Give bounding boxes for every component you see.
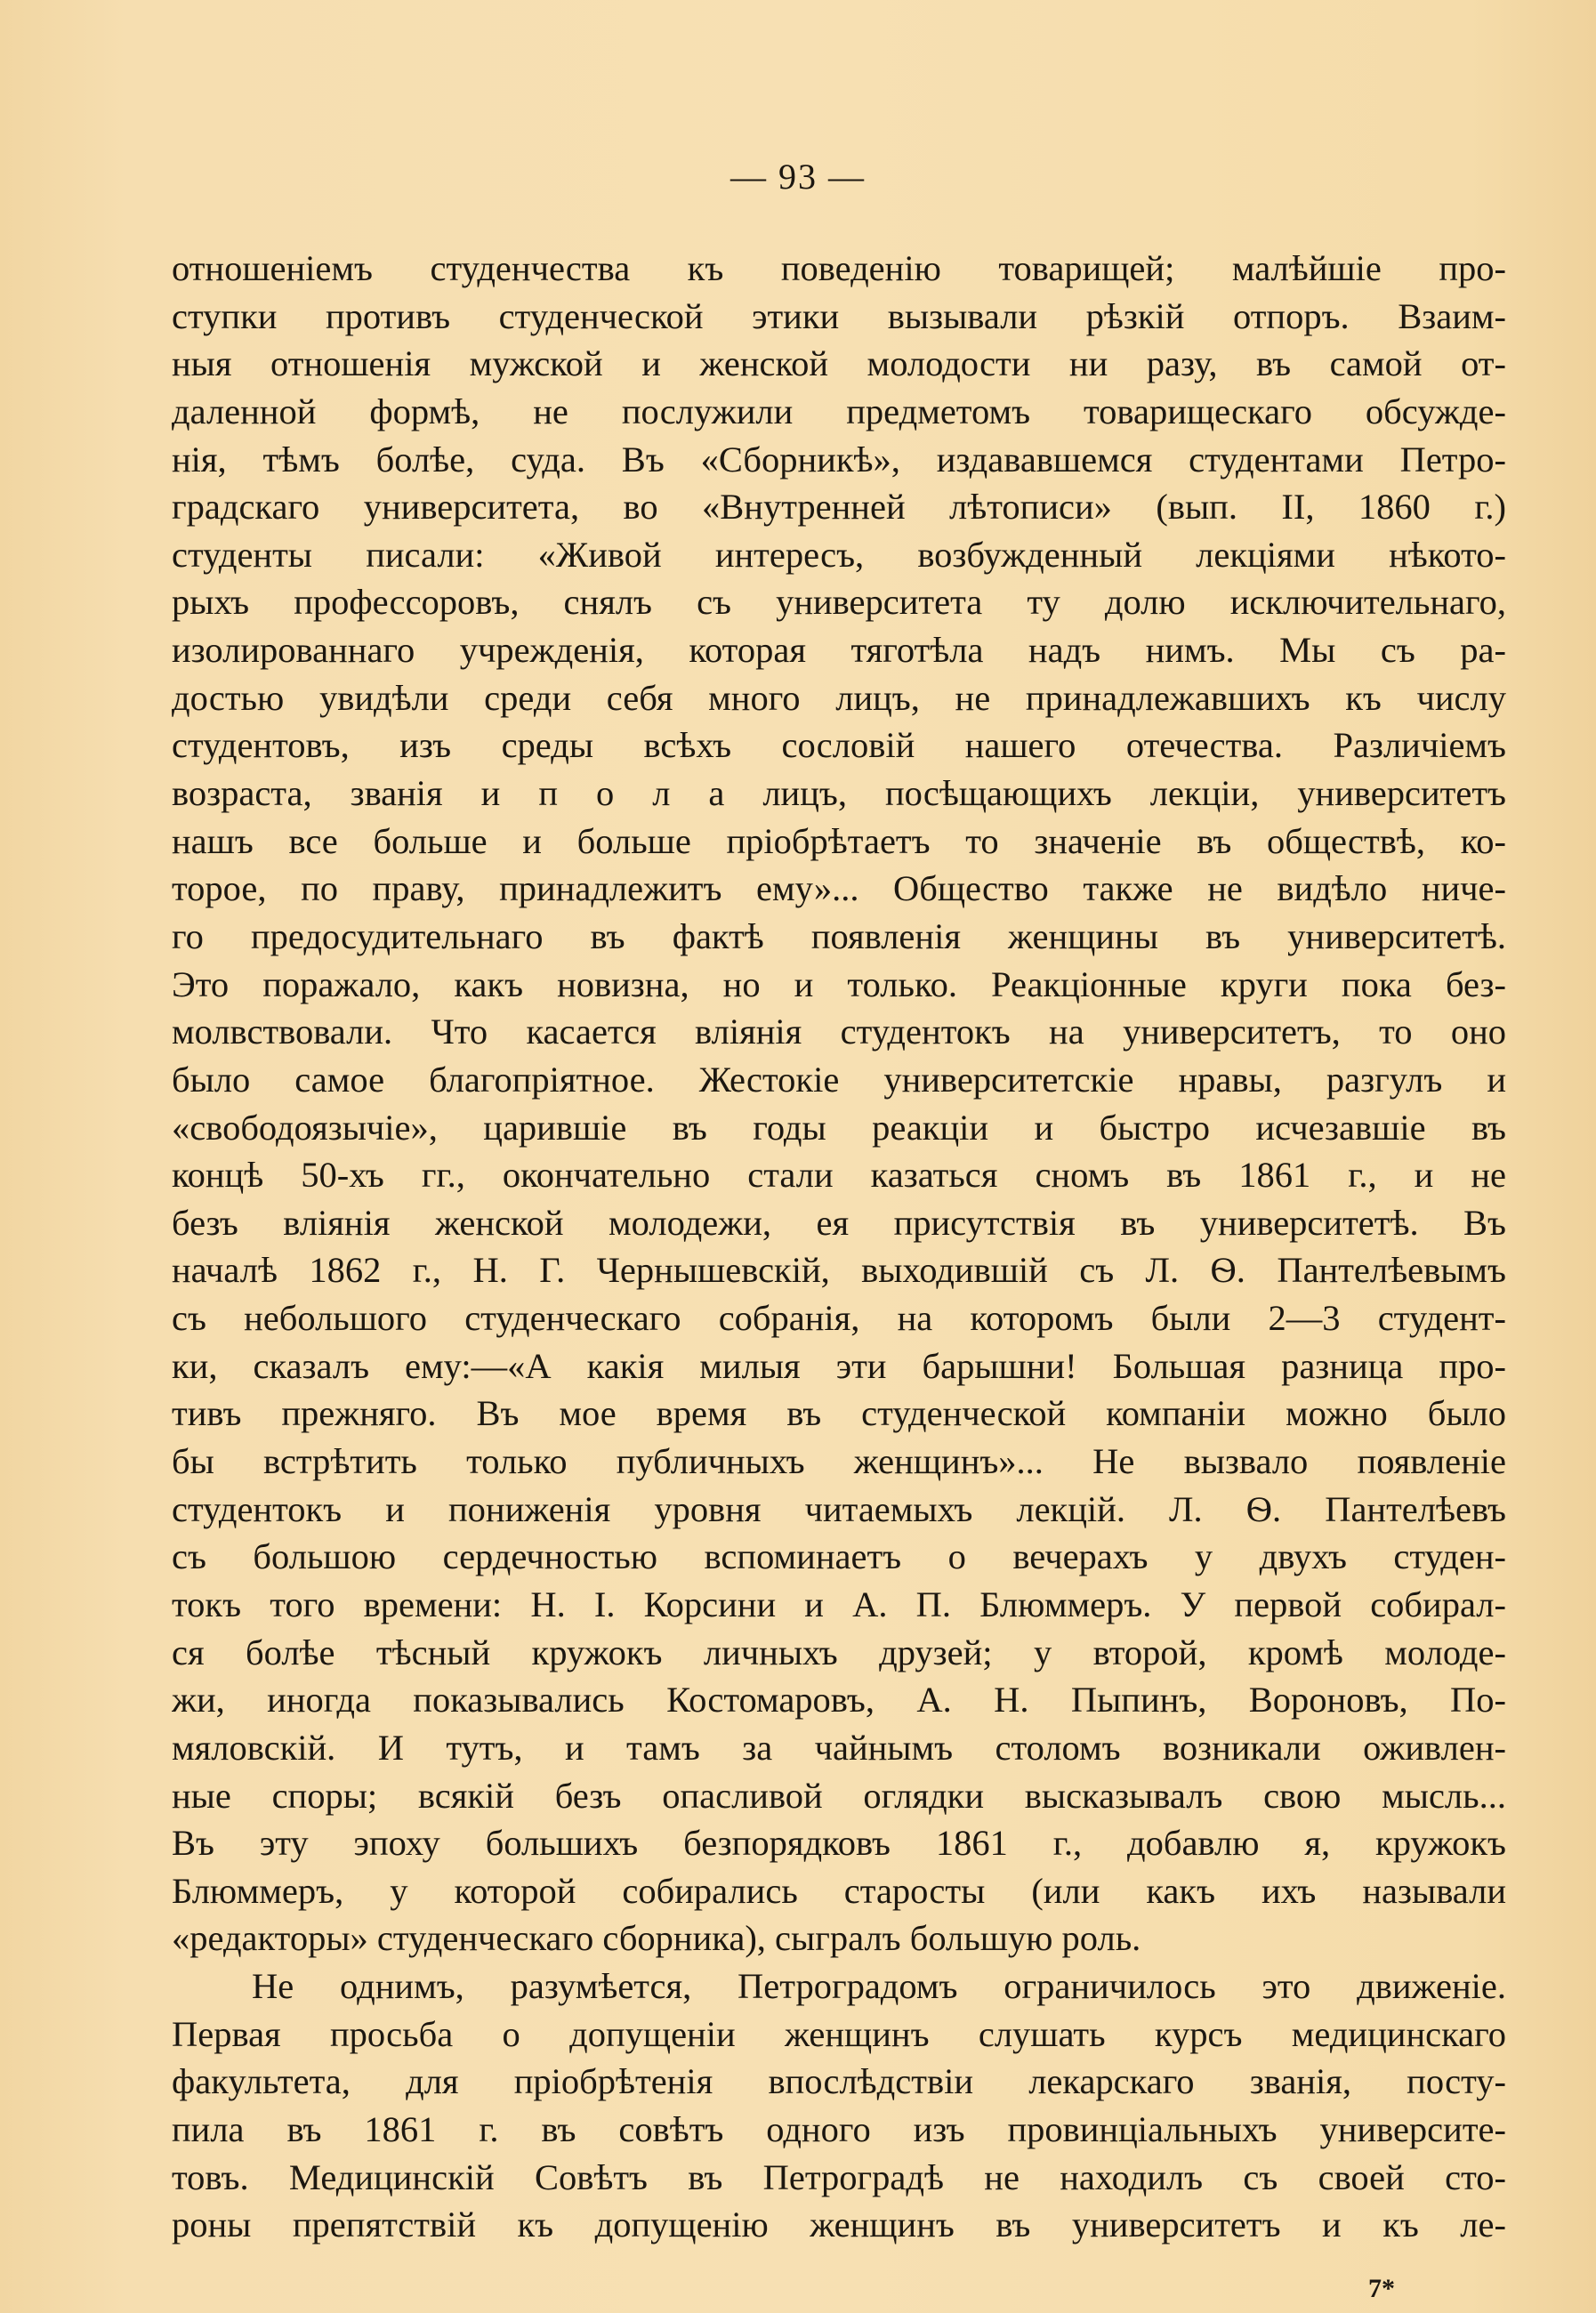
text-line: молвствовали. Что касается влiянiя студентокъ на университетъ, то оно [172, 1011, 1506, 1052]
text-line: Блюммеръ, у которой собирались старосты (или какъ ихъ называли [172, 1870, 1506, 1911]
text-line: токъ того времени: Н. I. Корсини и А. П. Блюммеръ. У первой собирал- [172, 1584, 1506, 1624]
text-line: Въ эту эпоху большихъ безпорядковъ 1861 г., добавлю я, кружокъ [172, 1823, 1506, 1864]
text-line: возраста, званiя и п о л а лицъ, посѣщающихъ лекцiи, университетъ [172, 773, 1506, 814]
text-line: съ небольшого студенческаго собранiя, на которомъ были 2—3 студент- [172, 1298, 1506, 1339]
text-line: нiя, тѣмъ болѣе, суда. Въ «Сборникѣ», издававшемся студентами Петро- [172, 439, 1506, 480]
text-line: рыхъ профессоровъ, снялъ съ университета ту долю исключительнаго, [172, 582, 1506, 623]
text-line: ные споры; всякiй безъ опасливой оглядки высказывалъ свою мысль... [172, 1775, 1506, 1816]
body-text [172, 245, 1506, 2249]
text-line: ступки противъ студенческой этики вызывали рѣзкiй отпоръ. Взаим- [172, 295, 1506, 336]
text-line: пила въ 1861 г. въ совѣтъ одного изъ провинцiальныхъ университе- [172, 2108, 1506, 2149]
text-line: градскаго университета, во «Внутренней лѣтописи» (вып. II, 1860 г.) [172, 487, 1506, 528]
text-line: студенты писали: «Живой интересъ, возбужденный лекцiями нѣкото- [172, 534, 1506, 575]
text-line: бы встрѣтить только публичныхъ женщинъ»... Не вызвало появленiе [172, 1441, 1506, 1482]
text-line: студентовъ, изъ среды всѣхъ сословiй нашего отечества. Различiемъ [172, 725, 1506, 766]
text-line: даленной формѣ, не послужили предметомъ товарищескаго обсужде- [172, 391, 1506, 431]
text-line: Это поражало, какъ новизна, но и только. Реакцiонные круги пока без- [172, 963, 1506, 1004]
text-line: ки, сказалъ ему:—«А какiя милыя эти барышни! Большая разница про- [172, 1345, 1506, 1386]
text-line: тивъ прежняго. Въ мое время въ студенческой компанiи можно было [172, 1393, 1506, 1434]
text-line: было самое благопрiятное. Жестокiе университетскiе нравы, разгулъ и [172, 1059, 1506, 1100]
text-line: ныя отношенiя мужской и женской молодости ни разу, въ самой от- [172, 343, 1506, 384]
text-line: нашъ все больше и больше прiобрѣтаетъ то значенiе въ обществѣ, ко- [172, 820, 1506, 861]
text-line: Первая просьба о допущенiи женщинъ слушать курсъ медицинскаго [172, 2013, 1506, 2054]
page-number: — 93 — [730, 157, 866, 197]
text-line: Не однимъ, разумѣется, Петроградомъ ограничилось это движенiе. [252, 1966, 1506, 2007]
text-line: концѣ 50-хъ гг., окончательно стали казаться сномъ въ 1861 г., и не [172, 1155, 1506, 1196]
text-line: мяловскiй. И тутъ, и тамъ за чайнымъ столомъ возникали оживлен- [172, 1727, 1506, 1768]
text-line: изолированнаго учрежденiя, которая тяготѣла надъ нимъ. Мы съ ра- [172, 630, 1506, 671]
text-line: «редакторы» студенческаго сборника), сыгралъ большую роль. [172, 1918, 1141, 1959]
text-line: товъ. Медицинскiй Совѣтъ въ Петроградѣ не находилъ съ своей сто- [172, 2156, 1506, 2197]
text-line: «свободоязычiе», царившiе въ годы реакцiи и быстро исчезавшiе въ [172, 1107, 1506, 1148]
text-line: студентокъ и пониженiя уровня читаемыхъ лекцiй. Л. Ѳ. Пантелѣевъ [172, 1488, 1506, 1529]
text-line: ся болѣе тѣсный кружокъ личныхъ друзей; у второй, кромѣ молоде- [172, 1632, 1506, 1672]
text-line: го предосудительнаго въ фактѣ появленiя женщины въ университетѣ. [172, 915, 1506, 956]
text-line: роны препятствiй къ допущенiю женщинъ въ университетъ и къ ле- [172, 2204, 1506, 2245]
text-line: жи, иногда показывались Костомаровъ, А. Н. Пыпинъ, Вороновъ, По- [172, 1680, 1506, 1721]
text-line: факультета, для прiобрѣтенiя впослѣдствiи лекарскаго званiя, посту- [172, 2061, 1506, 2102]
text-line: отношенiемъ студенчества къ поведенiю товарищей; малѣйшiе про- [172, 248, 1506, 288]
text-line: торое, по праву, принадлежитъ ему»... Общество также не видѣло ниче- [172, 868, 1506, 909]
text-line: безъ влiянiя женской молодежи, ея присутствiя въ университетѣ. Въ [172, 1202, 1506, 1243]
signature-mark: 7* [1368, 2274, 1395, 2303]
text-line: съ большою сердечностью вспоминаетъ о вечерахъ у двухъ студен- [172, 1536, 1506, 1577]
text-line: достью увидѣли среди себя много лицъ, не принадлежавшихъ къ числу [172, 677, 1506, 718]
text-line: началѣ 1862 г., Н. Г. Чернышевскiй, выходившiй съ Л. Ѳ. Пантелѣевымъ [172, 1250, 1506, 1291]
